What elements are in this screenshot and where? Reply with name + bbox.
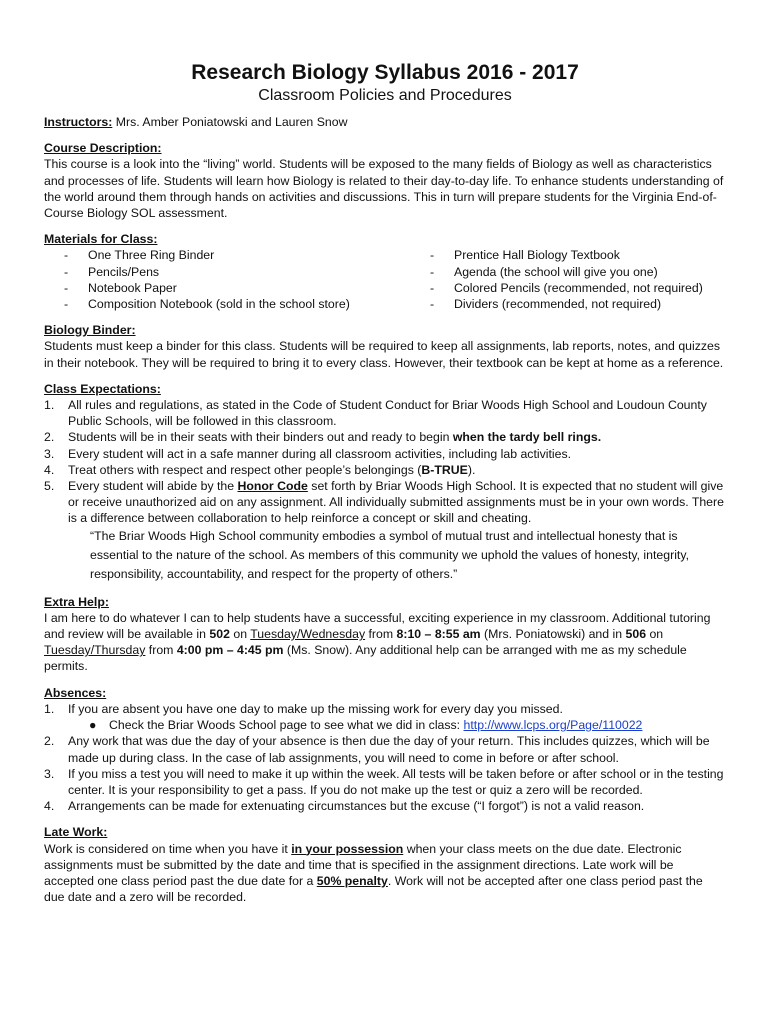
list-item: 1. All rules and regulations, as stated in the Code of Student Conduct for Briar Woods High School and Loudoun County Public Schools, will be followed in this classroom. (44, 398, 707, 429)
absences-section (44, 685, 726, 815)
materials-section (44, 231, 726, 312)
binder-text: Students must keep a binder for this class. Students will be required to keep all assignments, lab reports, notes, and quizzes in their notebook. They will be required to bring it to every class. However, their textbook can be kept at home as a reference. (44, 339, 724, 370)
list-item: - Notebook Paper (64, 280, 177, 295)
expectations-list (44, 397, 726, 527)
course-description-text: This course is a look into the “living” world. Students will be exposed to the many fields of Biology as well as characteristics and processes of life. Students will learn how Biology is related to their day-to-day life. To enhance students understanding of the world around them through hands on activities and discussions. This in turn will prepare students for the Virginia End-of-Course Biology SOL assessment. (44, 157, 724, 221)
page-title: Research Biology Syllabus 2016 - 2017 (191, 61, 579, 84)
instructors-text: Mrs. Amber Poniatowski and Lauren Snow (112, 115, 348, 129)
late-work-heading: Late Work: (44, 825, 108, 840)
list-item: - Composition Notebook (sold in the school store) (64, 297, 350, 312)
materials-left-column (44, 247, 410, 312)
bullet-icon: ● (89, 718, 97, 733)
binder-section (44, 322, 726, 371)
list-item: 2. Students will be in their seats with their binders out and ready to begin when the tardy bell rings. (44, 430, 602, 445)
materials-list (44, 247, 726, 312)
materials-heading: Materials for Class: (44, 232, 158, 247)
extra-help-heading: Extra Help: (44, 594, 109, 609)
binder-heading: Biology Binder: (44, 323, 136, 338)
expectations-section (44, 381, 726, 584)
extra-help-section (44, 594, 726, 675)
late-work-text: Work is considered on time when you have it in your possession when your class meets on the due date. Electronic assignments must be submitted by the date and time that is specified in the assignment directions. Late work will be accepted one class period past the due date for a 50% penalty. Work will not be accepted after one class period past the due date and a zero will be recorded. (44, 841, 703, 905)
list-item: ● Check the Briar Woods School page to see what we did in class: http://www.lcps.org/Page/110022 (89, 718, 643, 733)
course-description-section (44, 140, 726, 221)
materials-right-column (410, 247, 703, 312)
list-item: 1. If you are absent you have one day to make up the missing work for every day you missed. (44, 701, 563, 716)
absences-heading: Absences: (44, 685, 107, 700)
honor-code-quote: “The Briar Woods High School community embodies a symbol of mutual trust and intellectual honesty that is essential to the nature of the school. As members of this community we uphold the values of honesty, integrity, responsibility, accountability, and respect for the property of others.” (90, 528, 689, 581)
page-subtitle: Classroom Policies and Procedures (258, 87, 512, 104)
list-item: - Pencils/Pens (64, 264, 160, 279)
list-item: - Agenda (the school will give you one) (430, 264, 658, 279)
list-item: 3. Every student will act in a safe manner during all classroom activities, including lab activities. (44, 446, 572, 461)
absences-list-continued (44, 733, 726, 814)
course-description-heading: Course Description: (44, 141, 162, 156)
list-item: 5. Every student will abide by the Honor Code set forth by Briar Woods High School. It is expected that no student will give or receive unauthorized aid on any assignment. All individually submitted assignments must be in your own words. There is a difference between collaboration to help reinforce a concept or skill and cheating. (44, 479, 724, 526)
list-item: 2. Any work that was due the day of your absence is then due the day of your return. This includes quizzes, which will be made up during class. In the case of lab assignments, you will need to come in before or after school. (44, 734, 710, 765)
expectations-heading: Class Expectations: (44, 381, 161, 396)
list-item: 4. Treat others with respect and respect other people’s belongings (B-TRUE). (44, 462, 476, 477)
instructors-line (44, 114, 726, 130)
list-item: - Dividers (recommended, not required) (430, 297, 662, 312)
extra-help-text: I am here to do whatever I can to help students have a successful, exciting experience in my classroom. Additional tutoring and review will be available in 502 on Tuesday/Wednesday from 8:10 – 8:55 am (Mrs. Poniatowski) and in 506 on Tuesday/Thursday from 4:00 pm – 4:45 pm (Ms. Snow). Any additional help can be arranged with me as my schedule permits. (44, 610, 711, 674)
honor-code-emphasis: Honor Code (237, 479, 308, 494)
instructors-label: Instructors: (44, 115, 113, 129)
school-page-link[interactable]: http://www.lcps.org/Page/110022 (463, 718, 643, 733)
late-work-section (44, 824, 726, 905)
list-item: - One Three Ring Binder (64, 248, 215, 263)
list-item: 4. Arrangements can be made for extenuating circumstances but the excuse (“I forgot”) is not a valid reason. (44, 799, 645, 814)
list-item: - Colored Pencils (recommended, not required) (430, 280, 703, 295)
absences-list (44, 701, 726, 717)
list-item: 3. If you miss a test you will need to make it up within the week. All tests will be taken before or after school or in the testing center. It is your responsibility to get a pass. If you do not make up the test or quiz a zero will be recorded. (44, 766, 724, 797)
list-item: - Prentice Hall Biology Textbook (430, 248, 620, 263)
